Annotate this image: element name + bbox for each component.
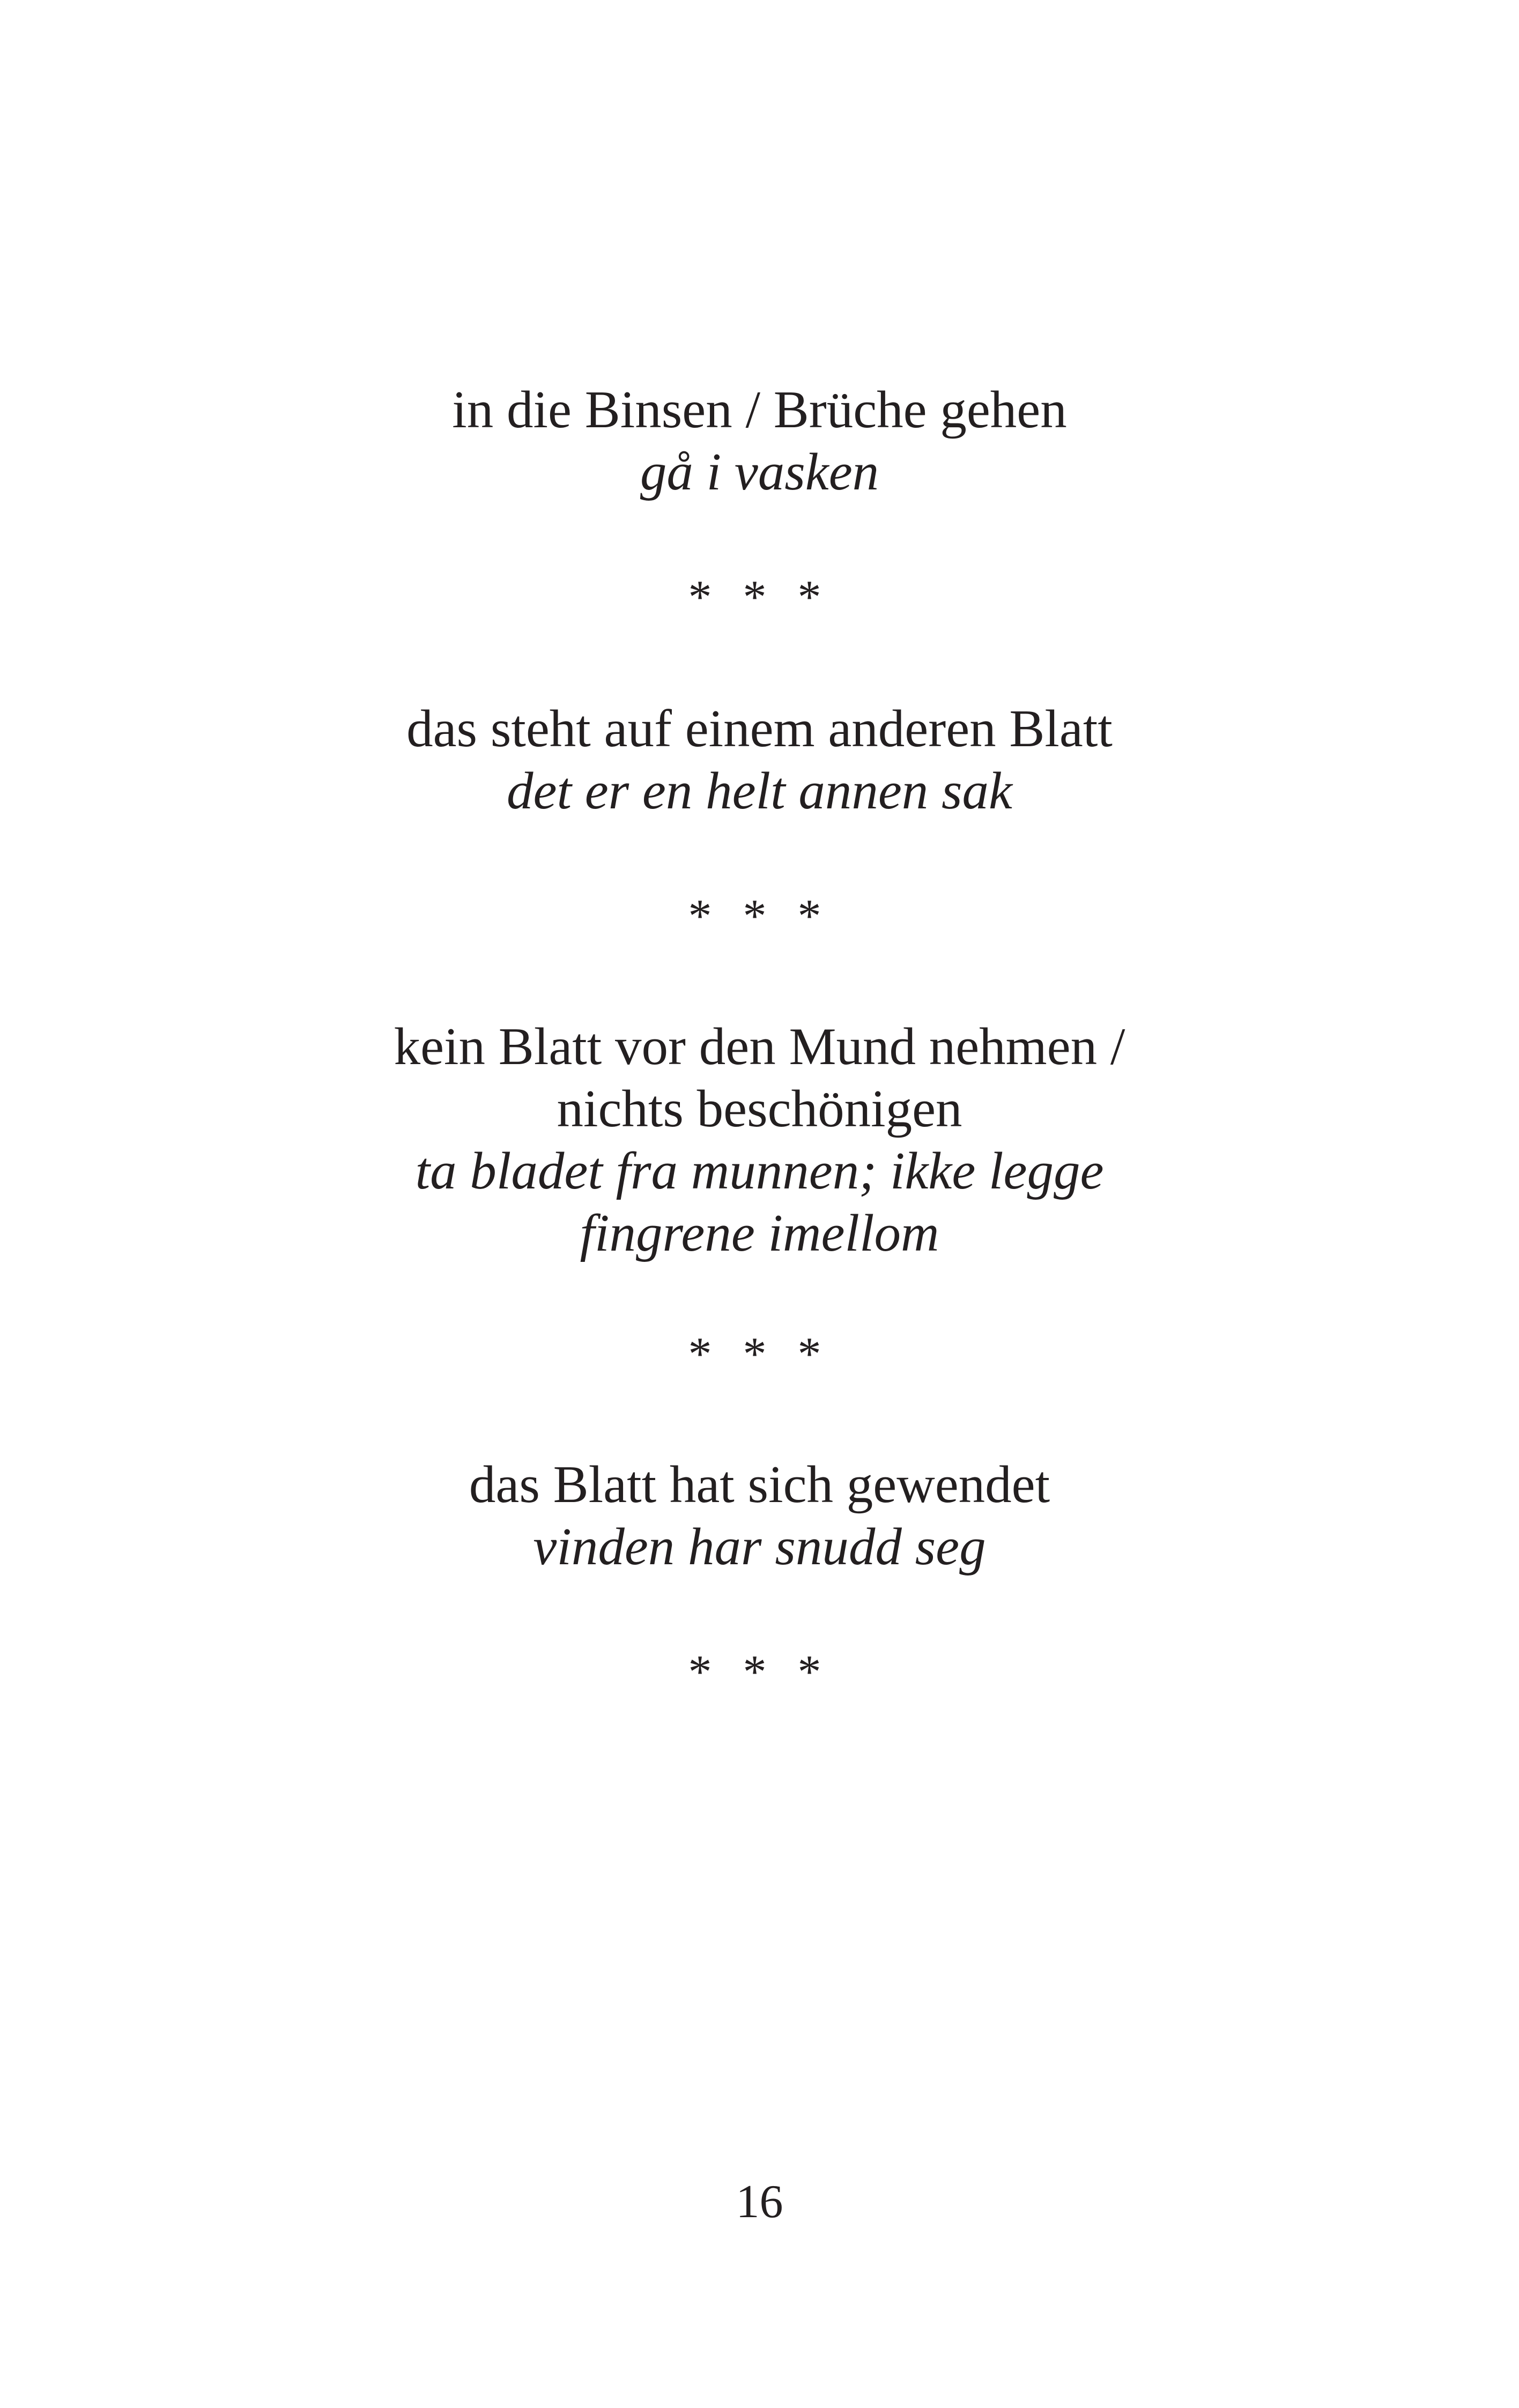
norwegian-translation: vinden har snudd seg (533, 1518, 986, 1576)
norwegian-translation: gå i vasken (640, 443, 879, 501)
page-number: 16 (736, 2176, 783, 2228)
german-phrase: kein Blatt vor den Mund nehmen / (394, 1017, 1125, 1076)
separator: * * * (688, 571, 831, 623)
norwegian-translation: ta bladet fra munnen; ikke legge (415, 1142, 1104, 1200)
separator: * * * (688, 1328, 831, 1380)
separator: * * * (688, 890, 831, 942)
phrase-entry (0, 1016, 1519, 1265)
phrase-entry (0, 1454, 1519, 1578)
norwegian-translation: fingrene imellom (580, 1204, 939, 1262)
norwegian-translation: det er en helt annen sak (507, 762, 1012, 820)
german-phrase: das steht auf einem anderen Blatt (406, 700, 1113, 758)
separator: * * * (688, 1646, 831, 1698)
german-phrase: in die Binsen / Brüche gehen (452, 381, 1067, 439)
phrase-entry (0, 698, 1519, 822)
german-phrase: nichts beschönigen (557, 1080, 962, 1138)
german-phrase: das Blatt hat sich gewendet (469, 1455, 1050, 1514)
phrase-entry (0, 379, 1519, 503)
